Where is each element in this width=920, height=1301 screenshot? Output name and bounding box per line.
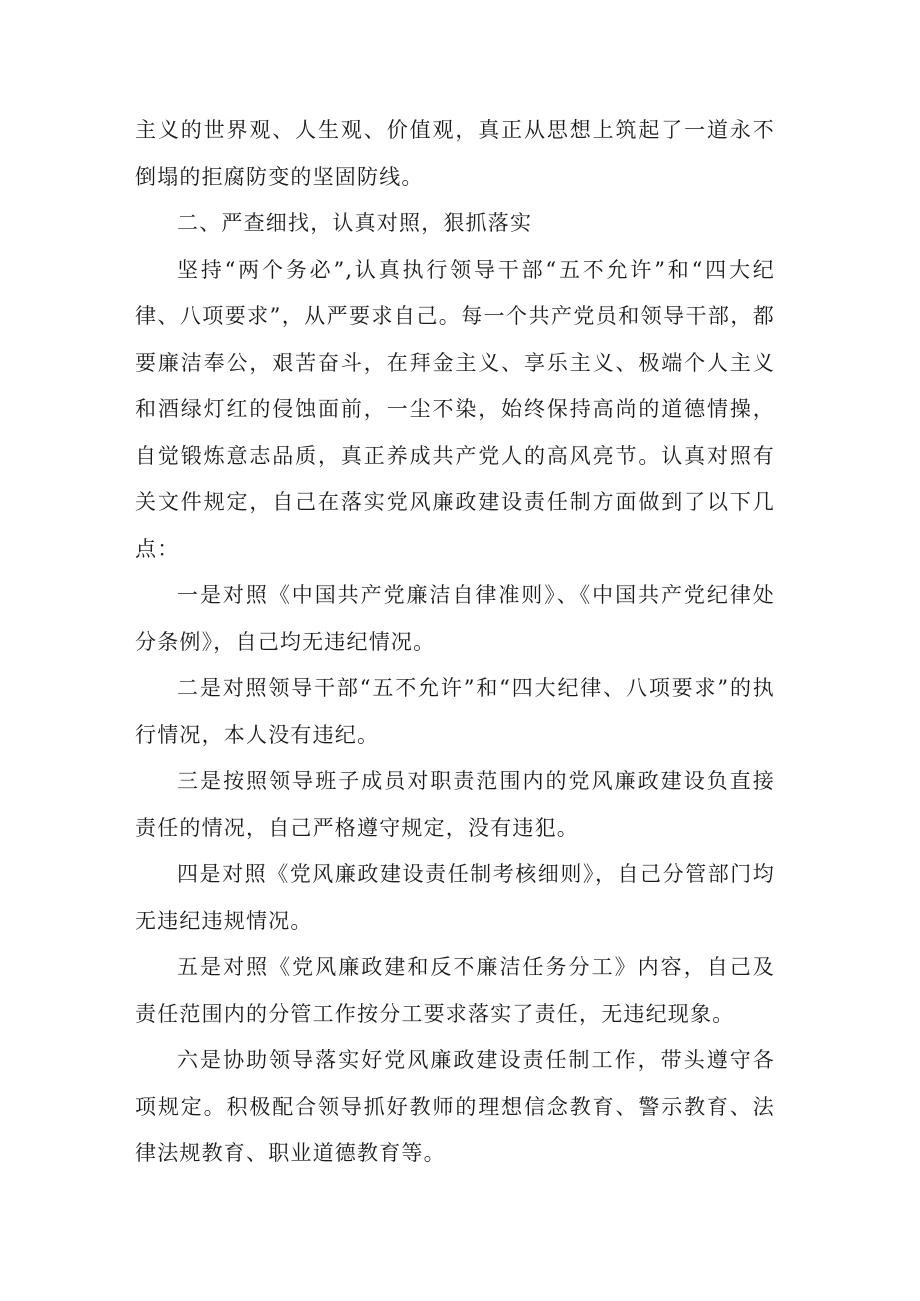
paragraph-point-4: 四是对照《党风廉政建设责任制考核细则》，自己分管部门均无违纪违规情况。 xyxy=(135,862,775,933)
paragraph-point-1: 一是对照《中国共产党廉洁自律准则》、《中国共产党纪律处分条例》，自己均无违纪情况。 xyxy=(135,583,775,654)
section-heading: 二、严查细找，认真对照，狠抓落实 xyxy=(177,211,533,235)
paragraph-point-2: 二是对照领导干部“五不允许”和“四大纪律、八项要求”的执行情况，本人没有违纪。 xyxy=(135,676,775,747)
paragraph-point-3: 三是按照领导班子成员对职责范围内的党风廉政建设负直接责任的情况，自己严格遵守规定，没有违犯。 xyxy=(135,769,775,840)
paragraph-point-6: 六是协助领导落实好党风廉政建设责任制工作，带头遵守各项规定。积极配合领导抓好教师的理想信念教育、警示教育、法律法规教育、职业道德教育等。 xyxy=(135,1048,775,1165)
paragraph-point-5: 五是对照《党风廉政建和反不廉洁任务分工》内容，自己及责任范围内的分管工作按分工要求落实了责任，无违纪现象。 xyxy=(135,955,775,1026)
paragraph-continuation: 主义的世界观、人生观、价值观，真正从思想上筑起了一道永不倒塌的拒腐防变的坚固防线。 xyxy=(135,118,775,189)
document-body xyxy=(135,107,775,1177)
paragraph-intro: 坚持“两个务必”,认真执行领导干部“五不允许”和“四大纪律、八项要求”，从严要求自己。每一个共产党员和领导干部，都要廉洁奉公，艰苦奋斗，在拜金主义、享乐主义、极端个人主义和酒绿灯红的侵蚀面前，一尘不染，始终保持高尚的道德情操，自觉锻炼意志品质，真正养成共产党人的高风亮节。认真对照有关文件规定，自己在落实党风廉政建设责任制方面做到了以下几点： xyxy=(135,257,775,561)
